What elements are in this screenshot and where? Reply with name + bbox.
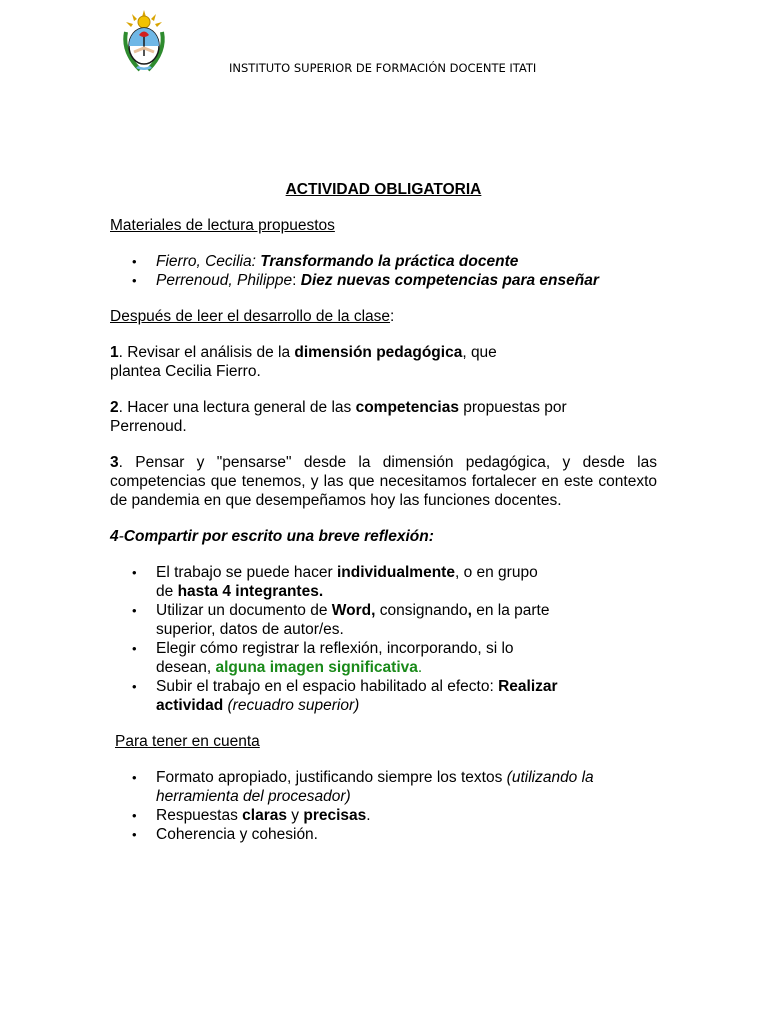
list-item: • Subir el trabajo en el espacio habilitado al efecto: Realizar actividad (recuadro superior) <box>156 677 657 715</box>
list-item: • Perrenoud, Philippe: Diez nuevas competencias para enseñar <box>156 271 657 290</box>
step-2: 2. Hacer una lectura general de las competencias propuestas por Perrenoud. <box>110 399 567 435</box>
materials-heading: Materiales de lectura propuestos <box>110 217 335 234</box>
list-item: • Elegir cómo registrar la reflexión, incorporando, si lo desean, alguna imagen significativa. <box>156 639 657 677</box>
list-item: • El trabajo se puede hacer individualmente, o en grupo de hasta 4 integrantes. <box>156 563 657 601</box>
list-item: • Formato apropiado, justificando siempre los textos (utilizando la herramienta del procesador) <box>156 768 657 806</box>
document-body <box>110 180 657 844</box>
notes-heading: Para tener en cuenta <box>115 733 260 750</box>
step-3: 3. Pensar y "pensarse" desde la dimensión pedagógica, y desde las competencias que tenemos, y las que necesitamos fortalecer en este contexto de pandemia en que desempeñamos hoy las funciones docentes. <box>110 454 657 509</box>
after-reading-heading: Después de leer el desarrollo de la clase: <box>110 308 395 325</box>
notes-list <box>110 768 657 844</box>
argentina-coat-of-arms-icon <box>118 8 170 74</box>
document-title: ACTIVIDAD OBLIGATORIA <box>285 181 482 198</box>
list-item: • Utilizar un documento de Word, consignando, en la parte superior, datos de autor/es. <box>156 601 657 639</box>
materials-list <box>110 252 657 290</box>
step-4-heading: 4-Compartir por escrito una breve reflexión: <box>110 528 434 545</box>
step-1: 1. Revisar el análisis de la dimensión pedagógica, que plantea Cecilia Fierro. <box>110 344 497 380</box>
step-4-list <box>110 563 657 715</box>
list-item: • Coherencia y cohesión. <box>156 825 657 844</box>
institute-name: INSTITUTO SUPERIOR DE FORMACIÓN DOCENTE ITATI <box>229 61 537 75</box>
list-item: • Fierro, Cecilia: Transformando la práctica docente <box>156 252 657 271</box>
list-item: • Respuestas claras y precisas. <box>156 806 657 825</box>
